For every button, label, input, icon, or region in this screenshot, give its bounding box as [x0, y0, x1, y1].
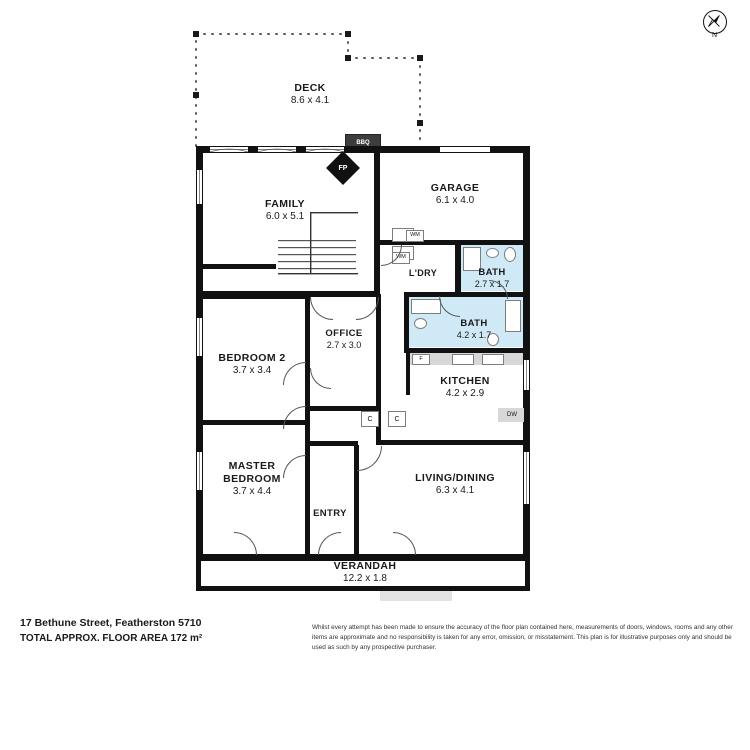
bath2-bathtub: [411, 299, 441, 314]
bbq-marker: BBQ: [345, 134, 381, 152]
footer-address-block: [20, 617, 340, 644]
cupboard-2-label: C: [394, 416, 400, 423]
kitchen-sink: [482, 354, 504, 365]
property-address: 17 Bethune Street, Featherston 5710: [20, 617, 202, 629]
washing-machine-2-label: WM: [396, 254, 406, 260]
room-label-garage: GARAGE 6.1 x 4.0: [430, 182, 480, 207]
room-label-laundry: L'DRY: [408, 268, 438, 278]
kitchen-wall-left: [406, 353, 410, 395]
room-label-bath1: BATH 2.7 x 1.7: [474, 267, 510, 289]
bath1-basin: [486, 248, 499, 258]
fridge-label: F: [419, 356, 423, 362]
room-label-verandah: VERANDAH 12.2 x 1.8: [333, 560, 397, 585]
room-label-master: MASTER BEDROOM 3.7 x 4.4: [223, 460, 281, 498]
bath2-basin: [414, 318, 427, 329]
washing-machine-1-label: WM: [410, 232, 420, 238]
cupboard-1-label: C: [367, 416, 373, 423]
bath1-toilet: [504, 247, 516, 262]
cooktop: [452, 354, 474, 365]
room-label-family: FAMILY 6.0 x 5.1: [265, 198, 305, 223]
floor-area: TOTAL APPROX. FLOOR AREA 172 m²: [20, 633, 203, 644]
room-label-office: OFFICE 2.7 x 3.0: [325, 328, 363, 350]
disclaimer-text: Whilst every attempt has been made to ensure the accuracy of the floor plan contained here, measurements of doors, windows, rooms and any other items are approximate and no responsibility is taken for any error, omission, or misstatement. This plan is for illustrative purposes only and should be used as such by any prospective purchaser.: [312, 624, 733, 651]
room-label-bath2: BATH 4.2 x 1.7: [456, 318, 492, 340]
compass-north-label: N: [712, 32, 718, 39]
fireplace-icon: FP: [326, 151, 360, 185]
room-label-living: LIVING/DINING 6.3 x 4.1: [415, 472, 495, 497]
room-label-kitchen: KITCHEN 4.2 x 2.9: [440, 375, 490, 400]
room-label-entry: ENTRY: [313, 508, 347, 519]
room-label-bedroom2: BEDROOM 2 3.7 x 3.4: [218, 352, 286, 377]
room-label-deck: DECK 8.6 x 4.1: [290, 82, 330, 107]
dishwasher-label: DW: [507, 412, 517, 418]
